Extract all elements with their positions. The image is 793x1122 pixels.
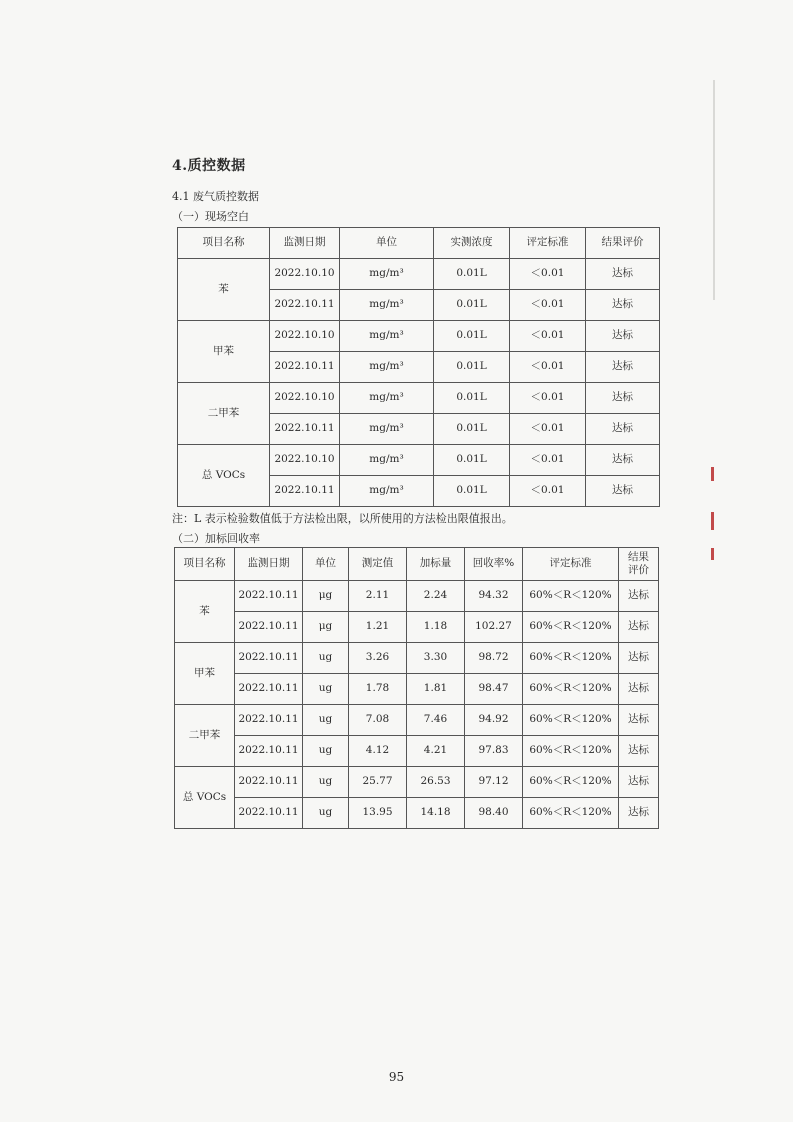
column-header: 监测日期 (235, 548, 303, 581)
standard-cell: ＜0.01 (510, 445, 586, 476)
value-cell: 0.01L (434, 259, 510, 290)
table-row (178, 383, 660, 414)
standard-cell: ＜0.01 (510, 352, 586, 383)
standard-cell: 60%＜R＜120% (523, 643, 619, 674)
item-name-cell: 二甲苯 (175, 705, 235, 767)
recovery-cell: 94.92 (465, 705, 523, 736)
date-cell: 2022.10.10 (270, 321, 340, 352)
standard-cell: 60%＜R＜120% (523, 705, 619, 736)
item-name-cell: 苯 (175, 581, 235, 643)
recovery-cell: 98.47 (465, 674, 523, 705)
standard-cell: ＜0.01 (510, 476, 586, 507)
item-name-cell: 甲苯 (175, 643, 235, 705)
table-row (175, 674, 659, 705)
spiked-cell: 7.46 (407, 705, 465, 736)
value-cell: 0.01L (434, 414, 510, 445)
recovery-cell: 98.72 (465, 643, 523, 674)
unit-cell: ug (303, 767, 349, 798)
standard-cell: 60%＜R＜120% (523, 798, 619, 829)
section-title: 4.质控数据 (172, 158, 246, 174)
unit-cell: mg/m³ (340, 476, 434, 507)
value-cell: 0.01L (434, 445, 510, 476)
result-cell: 达标 (619, 767, 659, 798)
result-cell: 达标 (586, 352, 660, 383)
result-cell: 达标 (619, 798, 659, 829)
column-header: 测定值 (349, 548, 407, 581)
date-cell: 2022.10.11 (270, 290, 340, 321)
measured-cell: 1.21 (349, 612, 407, 643)
table-row (175, 705, 659, 736)
standard-cell: 60%＜R＜120% (523, 612, 619, 643)
standard-cell: 60%＜R＜120% (523, 736, 619, 767)
date-cell: 2022.10.11 (235, 798, 303, 829)
table-row (175, 612, 659, 643)
table-row (178, 259, 660, 290)
unit-cell: mg/m³ (340, 352, 434, 383)
measured-cell: 13.95 (349, 798, 407, 829)
date-cell: 2022.10.10 (270, 259, 340, 290)
date-cell: 2022.10.11 (235, 674, 303, 705)
unit-cell: mg/m³ (340, 445, 434, 476)
item-name-cell: 总 VOCs (175, 767, 235, 829)
spiked-cell: 2.24 (407, 581, 465, 612)
result-cell: 达标 (586, 321, 660, 352)
result-cell: 达标 (619, 674, 659, 705)
unit-cell: ug (303, 674, 349, 705)
unit-cell: ug (303, 705, 349, 736)
column-header: 结果评价 (619, 548, 659, 581)
table1-note: 注：L 表示检验数值低于方法检出限，以所使用的方法检出限值报出。 (172, 512, 513, 525)
column-header: 单位 (340, 228, 434, 259)
column-header: 评定标准 (510, 228, 586, 259)
unit-cell: mg/m³ (340, 414, 434, 445)
date-cell: 2022.10.11 (235, 767, 303, 798)
result-cell: 达标 (586, 383, 660, 414)
result-cell: 达标 (586, 476, 660, 507)
result-cell: 达标 (586, 259, 660, 290)
standard-cell: ＜0.01 (510, 290, 586, 321)
column-header: 加标量 (407, 548, 465, 581)
column-header: 单位 (303, 548, 349, 581)
item-name-cell: 总 VOCs (178, 445, 270, 507)
item-name-cell: 甲苯 (178, 321, 270, 383)
unit-cell: mg/m³ (340, 290, 434, 321)
date-cell: 2022.10.10 (270, 445, 340, 476)
result-cell: 达标 (586, 290, 660, 321)
unit-cell: ug (303, 643, 349, 674)
spiked-cell: 1.81 (407, 674, 465, 705)
date-cell: 2022.10.11 (235, 581, 303, 612)
result-cell: 达标 (619, 705, 659, 736)
page-number: 95 (388, 1070, 405, 1084)
standard-cell: ＜0.01 (510, 383, 586, 414)
table-row (175, 643, 659, 674)
value-cell: 0.01L (434, 476, 510, 507)
recovery-cell: 102.27 (465, 612, 523, 643)
result-cell: 达标 (619, 736, 659, 767)
spiked-cell: 26.53 (407, 767, 465, 798)
table-header-row (175, 548, 659, 581)
value-cell: 0.01L (434, 383, 510, 414)
column-header: 结果评价 (586, 228, 660, 259)
column-header: 项目名称 (178, 228, 270, 259)
table1-title: （一）现场空白 (172, 210, 249, 223)
table-row (178, 445, 660, 476)
column-header: 监测日期 (270, 228, 340, 259)
measured-cell: 4.12 (349, 736, 407, 767)
result-cell: 达标 (619, 612, 659, 643)
column-header: 实测浓度 (434, 228, 510, 259)
result-cell: 达标 (586, 445, 660, 476)
unit-cell: μg (303, 612, 349, 643)
measured-cell: 7.08 (349, 705, 407, 736)
scan-red-mark (711, 467, 714, 481)
date-cell: 2022.10.11 (270, 476, 340, 507)
standard-cell: ＜0.01 (510, 321, 586, 352)
standard-cell: ＜0.01 (510, 414, 586, 445)
spiked-cell: 3.30 (407, 643, 465, 674)
value-cell: 0.01L (434, 321, 510, 352)
recovery-cell: 97.12 (465, 767, 523, 798)
subsection-title: 4.1 废气质控数据 (172, 190, 259, 203)
spiked-cell: 4.21 (407, 736, 465, 767)
date-cell: 2022.10.11 (235, 643, 303, 674)
standard-cell: 60%＜R＜120% (523, 767, 619, 798)
table-row (175, 581, 659, 612)
spiked-cell: 14.18 (407, 798, 465, 829)
date-cell: 2022.10.11 (270, 352, 340, 383)
unit-cell: ug (303, 798, 349, 829)
table-row (175, 767, 659, 798)
table-row (175, 798, 659, 829)
standard-cell: 60%＜R＜120% (523, 674, 619, 705)
standard-cell: ＜0.01 (510, 259, 586, 290)
spike-recovery-table (174, 547, 659, 829)
column-header: 评定标准 (523, 548, 619, 581)
column-header: 项目名称 (175, 548, 235, 581)
table-row (178, 321, 660, 352)
recovery-cell: 97.83 (465, 736, 523, 767)
measured-cell: 3.26 (349, 643, 407, 674)
table2-title: （二）加标回收率 (172, 532, 260, 545)
measured-cell: 2.11 (349, 581, 407, 612)
date-cell: 2022.10.11 (235, 705, 303, 736)
result-cell: 达标 (619, 581, 659, 612)
recovery-cell: 94.32 (465, 581, 523, 612)
measured-cell: 1.78 (349, 674, 407, 705)
field-blank-table (177, 227, 660, 507)
date-cell: 2022.10.11 (235, 612, 303, 643)
spiked-cell: 1.18 (407, 612, 465, 643)
date-cell: 2022.10.11 (270, 414, 340, 445)
unit-cell: mg/m³ (340, 259, 434, 290)
scan-edge-line (713, 80, 715, 300)
scan-red-mark (711, 512, 714, 530)
scan-red-mark (711, 548, 714, 560)
date-cell: 2022.10.10 (270, 383, 340, 414)
recovery-cell: 98.40 (465, 798, 523, 829)
measured-cell: 25.77 (349, 767, 407, 798)
table-row (175, 736, 659, 767)
item-name-cell: 二甲苯 (178, 383, 270, 445)
date-cell: 2022.10.11 (235, 736, 303, 767)
standard-cell: 60%＜R＜120% (523, 581, 619, 612)
unit-cell: mg/m³ (340, 383, 434, 414)
table-header-row (178, 228, 660, 259)
unit-cell: mg/m³ (340, 321, 434, 352)
value-cell: 0.01L (434, 290, 510, 321)
value-cell: 0.01L (434, 352, 510, 383)
unit-cell: ug (303, 736, 349, 767)
column-header: 回收率% (465, 548, 523, 581)
result-cell: 达标 (619, 643, 659, 674)
unit-cell: μg (303, 581, 349, 612)
result-cell: 达标 (586, 414, 660, 445)
item-name-cell: 苯 (178, 259, 270, 321)
